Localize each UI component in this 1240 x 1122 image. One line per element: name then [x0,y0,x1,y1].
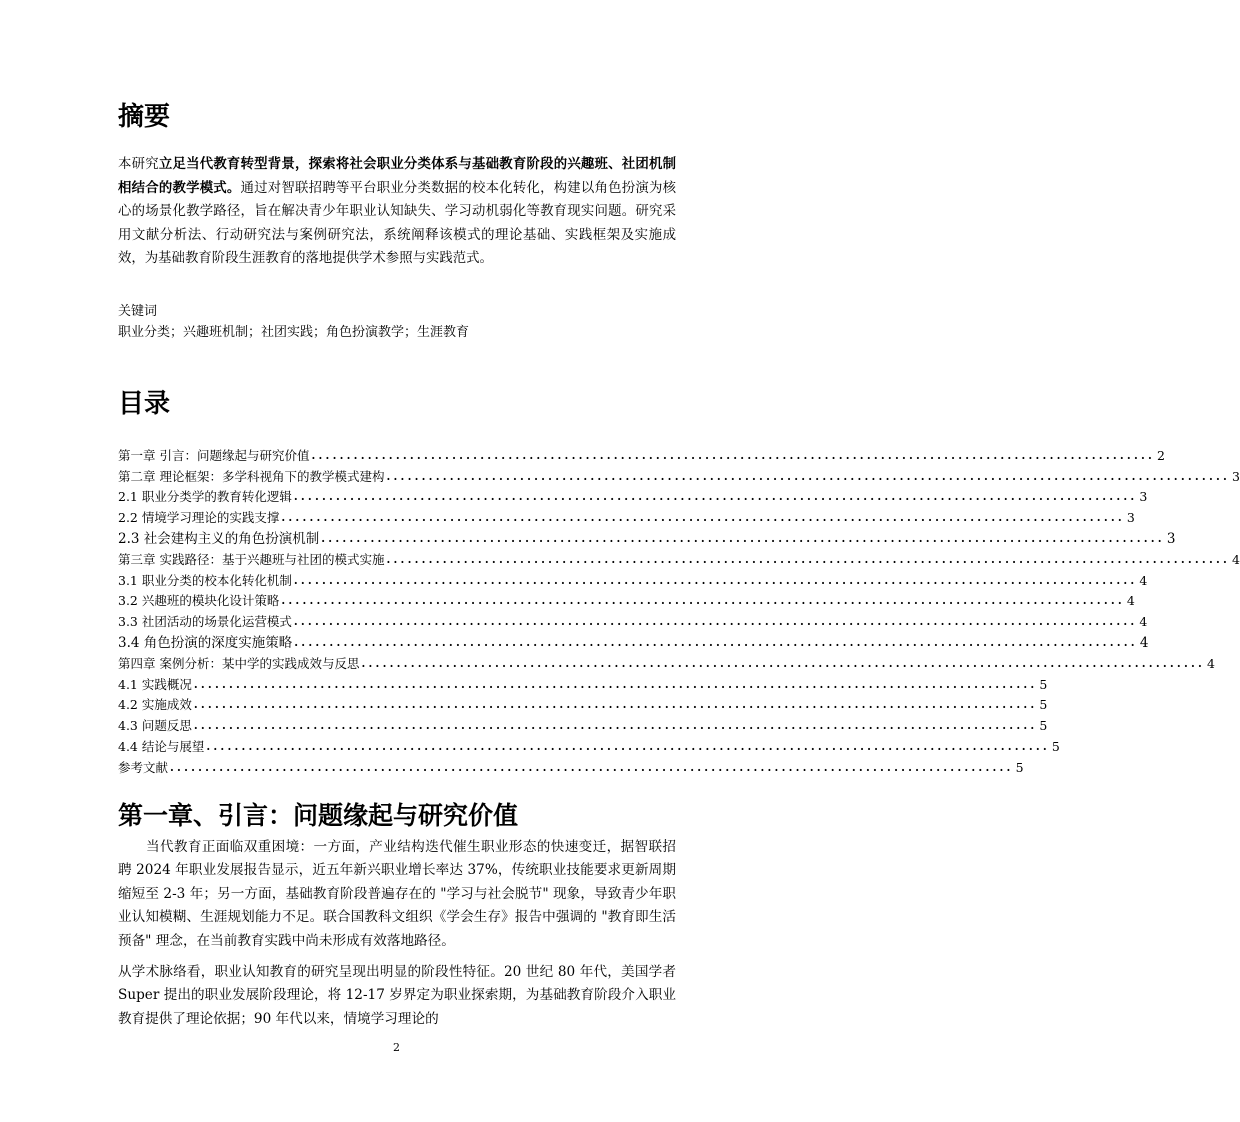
toc-entry-page: 3 [1126,510,1135,526]
page-number: 2 [393,1041,400,1054]
toc-entry[interactable] [118,756,1024,777]
toc-entry-page: 5 [1039,718,1048,734]
toc-entry-title: 2.3 社会建构主义的角色扮演机制 [118,530,320,547]
toc-leader-dots: ........................................................................................................................ [293,615,1138,629]
toc-leader-dots: ........................................................................................................................ [281,511,1125,525]
toc-leader-dots: ........................................................................................................................ [193,719,1038,733]
toc-entry-page: 4 [1126,593,1135,609]
toc-entry[interactable] [118,548,1240,569]
toc-entry[interactable] [118,631,1149,652]
chapter1-paragraph-2: 从学术脉络看，职业认知教育的研究呈现出明显的阶段性特征。20 世纪 80 年代，美国学者 Super 提出的职业发展阶段理论，将 12-17 岁界定为职业探索期，为基础教育阶段介入职业教育提供了理论依据；90 年代以来，情境学习理论的 [118,964,676,1027]
toc-leader-dots: ........................................................................................................................ [281,594,1125,608]
toc-entry-page: 3 [1139,489,1148,505]
toc-entry[interactable] [118,444,1165,465]
toc-entry-title: 4.4 结论与展望 [118,738,205,754]
toc-heading: 目录 [118,389,171,419]
table-of-contents [118,444,1240,777]
toc-leader-dots: ........................................................................................................................ [193,698,1038,712]
toc-entry-title: 第一章 引言：问题缘起与研究价值 [118,447,310,463]
toc-entry-title: 3.1 职业分类的校本化转化机制 [118,572,292,588]
toc-entry-page: 4 [1139,572,1148,588]
toc-entry-title: 2.1 职业分类学的教育转化逻辑 [118,489,292,505]
toc-leader-dots: ........................................................................................................................ [170,760,1014,774]
chapter1-paragraph-1: 当代教育正面临双重困境：一方面，产业结构迭代催生职业形态的快速变迁，据智联招聘 2024 年职业发展报告显示，近五年新兴职业增长率达 37%，传统职业技能要求更新周期缩短至 2-3 年；另一方面，基础教育阶段普遍存在的 "学习与社会脱节" 现象，导致青少年职业认知模糊、生涯规划能力不足。联合国教科文组织《学会生存》报告中强调的 "教育即生活预备" 理念，在当前教育实践中尚未形成有效落地路径。 [118,839,676,949]
toc-entry-title: 第三章 实践路径：基于兴趣班与社团的模式实施 [118,551,385,567]
toc-entry[interactable] [118,652,1215,673]
toc-entry-title: 4.3 问题反思 [118,718,192,734]
toc-entry[interactable] [118,673,1048,694]
abstract-body [118,153,676,271]
chapter1-heading: 第一章、引言：问题缘起与研究价值 [118,801,519,830]
abstract-body-bold: 立足当代教育转型背景，探索将社会职业分类体系与基础教育阶段的兴趣班、社团机制相结合的教学模式。 [118,156,677,196]
toc-entry-page: 5 [1015,759,1024,775]
toc-leader-dots: ........................................................................................................................ [361,656,1206,670]
toc-entry[interactable] [118,610,1148,631]
toc-entry-title: 参考文献 [118,759,169,775]
abstract-body-prefix: 本研究 [118,157,159,172]
toc-entry-title: 4.2 实施成效 [118,697,192,713]
toc-leader-dots: ........................................................................................................................ [206,739,1050,753]
toc-entry-page: 5 [1039,697,1048,713]
toc-leader-dots: ........................................................................................................................ [293,573,1138,587]
toc-leader-dots: ........................................................................................................................ [311,448,1156,462]
toc-entry[interactable] [118,506,1135,527]
toc-leader-dots: ........................................................................................................................ [321,531,1165,545]
toc-entry-page: 2 [1157,447,1165,463]
toc-entry[interactable] [118,590,1135,611]
toc-entry-title: 3.2 兴趣班的模块化设计策略 [118,593,280,609]
toc-entry[interactable] [118,694,1048,715]
keywords-list: 职业分类；兴趣班机制；社团实践；角色扮演教学；生涯教育 [118,325,470,340]
toc-entry-page: 5 [1051,738,1060,754]
toc-entry-page: 4 [1232,551,1240,567]
toc-leader-dots: ........................................................................................................................ [386,469,1231,483]
toc-entry[interactable] [118,569,1148,590]
toc-entry[interactable] [118,486,1148,507]
toc-leader-dots: ........................................................................................................................ [193,677,1038,691]
keywords-label: 关键词 [118,304,158,319]
toc-entry-page: 4 [1139,614,1148,630]
toc-entry-title: 第二章 理论框架：多学科视角下的教学模式建构 [118,468,385,484]
toc-entry-title: 2.2 情境学习理论的实践支撑 [118,510,280,526]
toc-entry-page: 3 [1166,530,1176,547]
toc-leader-dots: ........................................................................................................................ [386,552,1231,566]
toc-entry[interactable] [118,465,1240,486]
toc-leader-dots: ........................................................................................................................ [293,490,1138,504]
abstract-body-rest: 通过对智联招聘等平台职业分类数据的校本化转化，构建以角色扮演为核心的场景化教学路径，旨在解决青少年职业认知缺失、学习动机弱化等教育现实问题。研究采用文献分析法、行动研究法与案例研究法，系统阐释该模式的理论基础、实践框架及实施成效，为基础教育阶段生涯教育的落地提供学术参照与实践范式。 [118,180,677,267]
toc-entry[interactable] [118,735,1060,756]
toc-entry[interactable] [118,714,1048,735]
toc-entry-title: 3.4 角色扮演的深度实施策略 [118,634,293,651]
abstract-heading: 摘要 [118,102,171,132]
toc-entry-page: 4 [1207,655,1215,671]
toc-entry-page: 3 [1232,468,1240,484]
toc-leader-dots: ........................................................................................................................ [294,635,1138,649]
toc-entry-title: 3.3 社团活动的场景化运营模式 [118,614,292,630]
toc-entry-title: 4.1 实践概况 [118,676,192,692]
toc-entry-title: 第四章 案例分析：某中学的实践成效与反思 [118,655,360,671]
toc-entry-page: 5 [1039,676,1048,692]
toc-entry[interactable] [118,527,1176,548]
toc-entry-page: 4 [1139,634,1149,651]
